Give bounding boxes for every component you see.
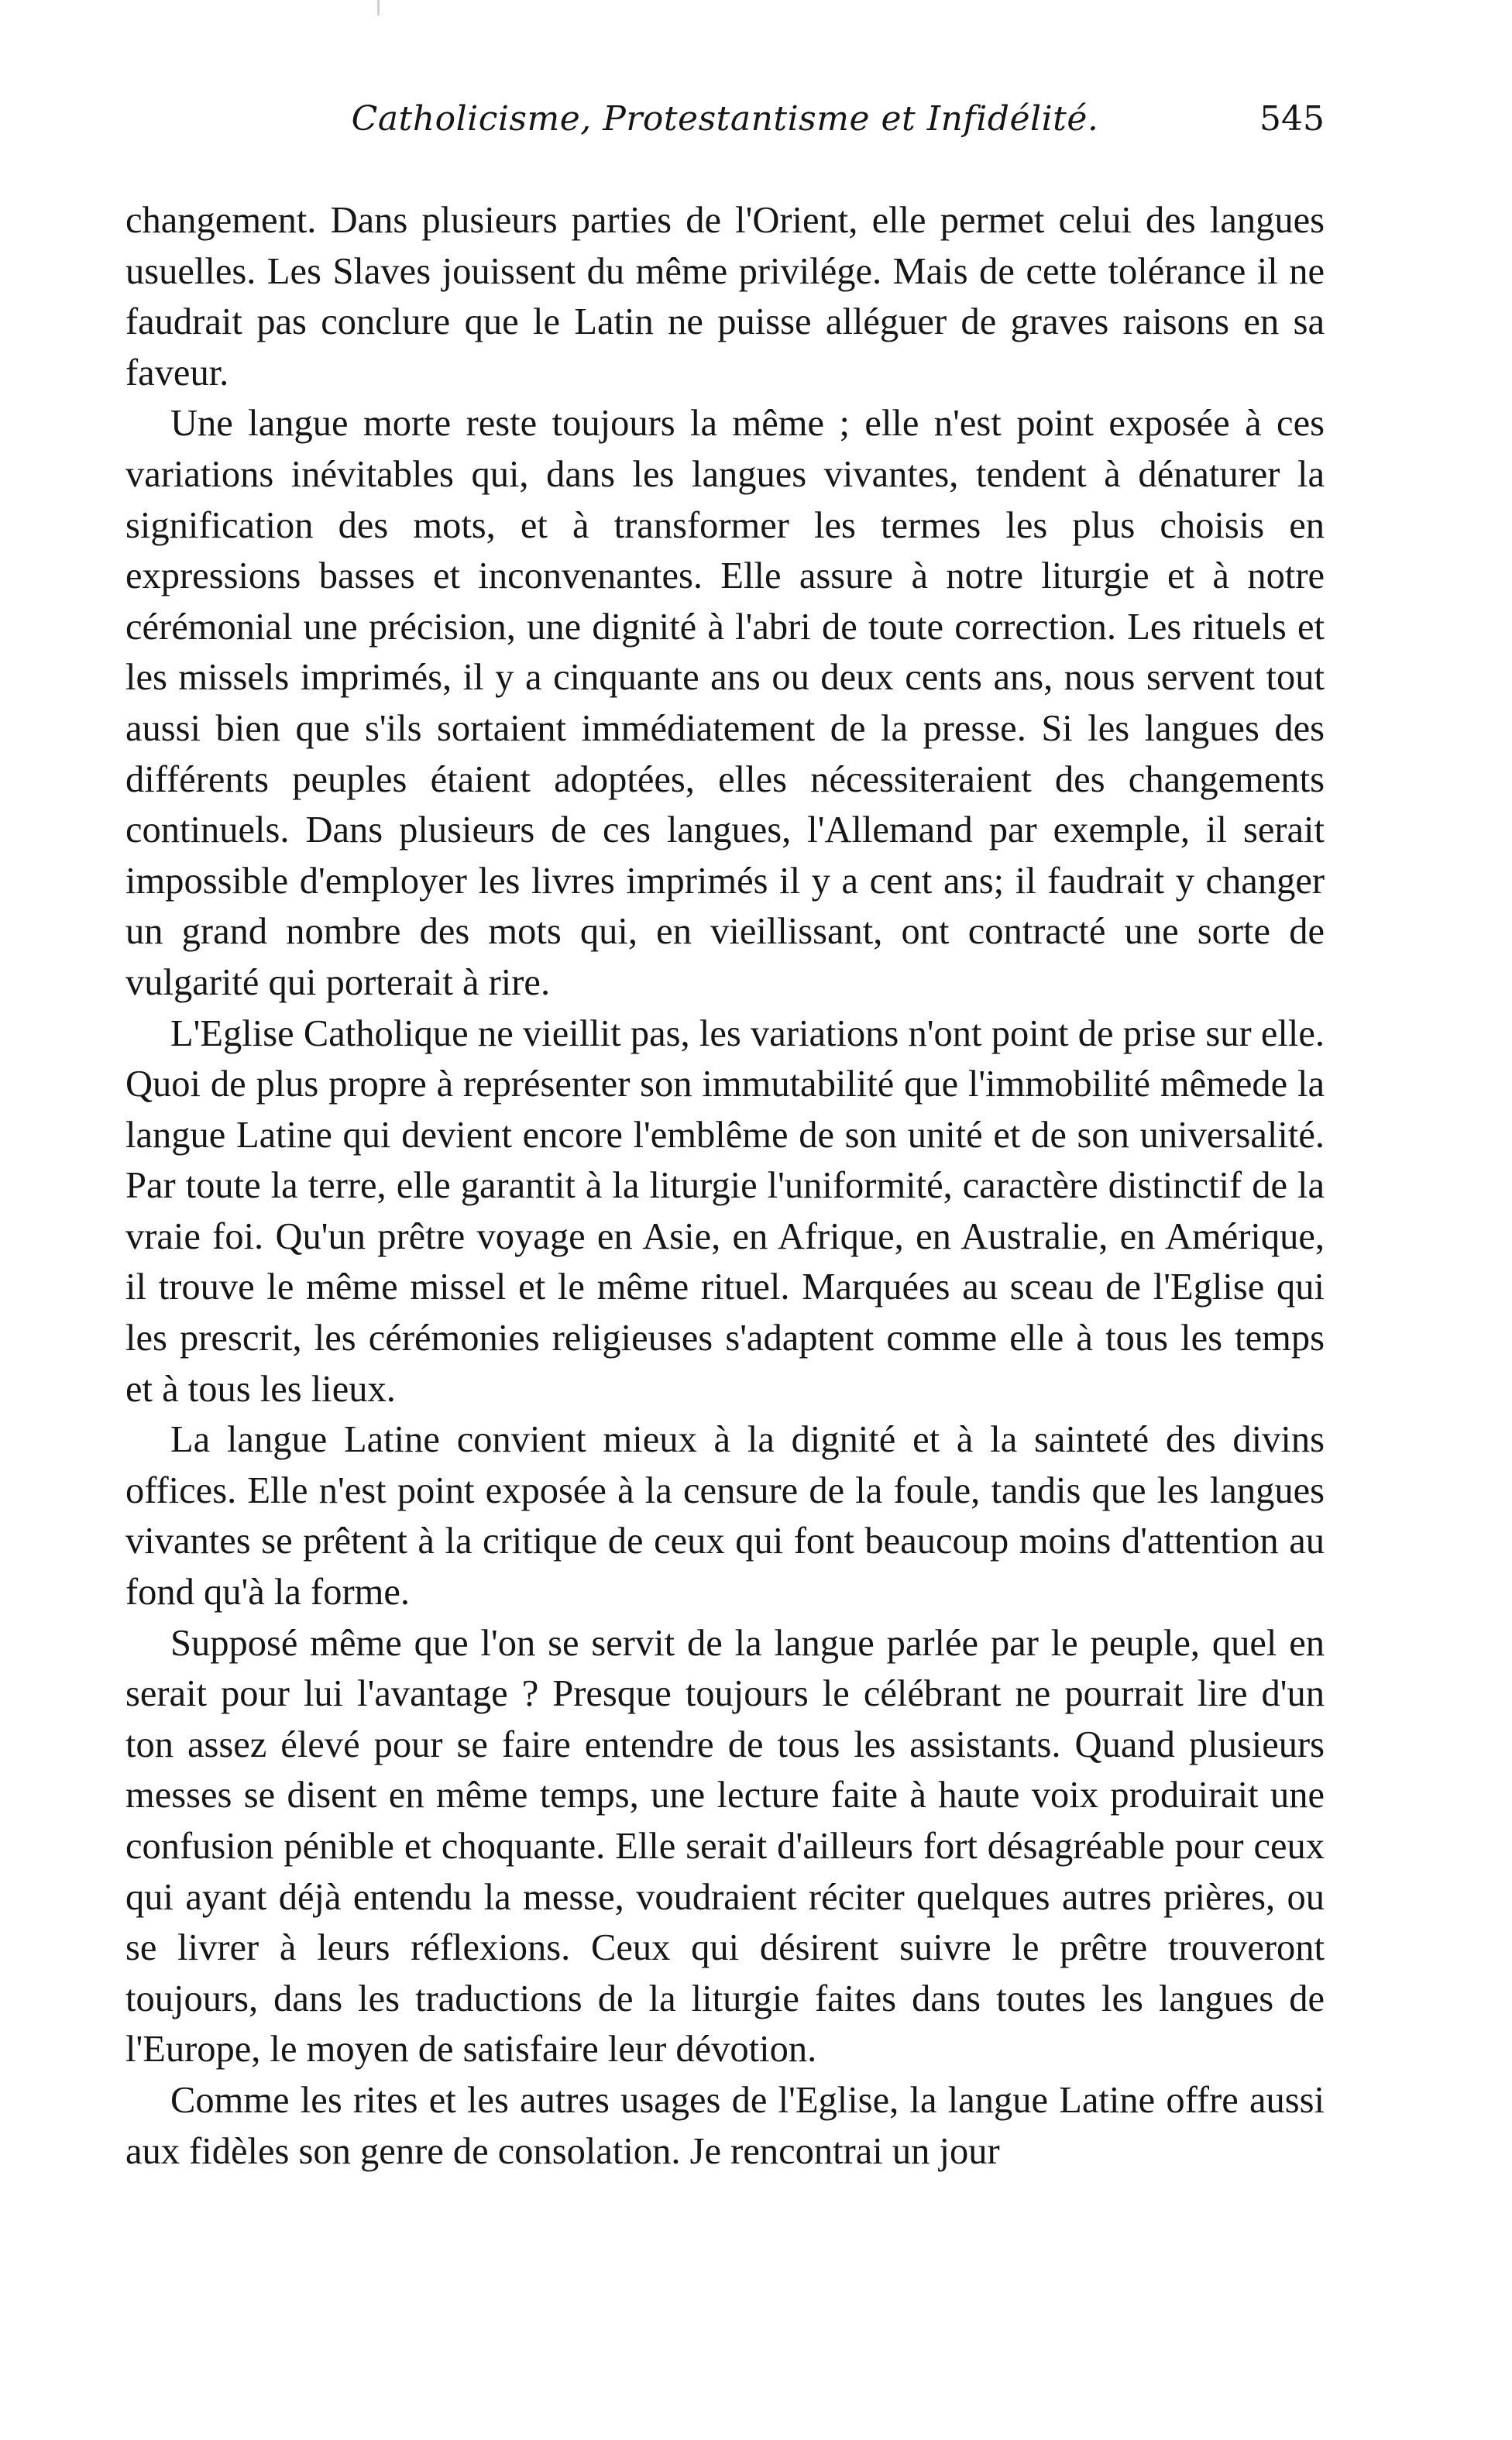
paragraph: Une langue morte reste toujours la même ; elle n'est point exposée à ces variations inévitables qui, dans les langues vivantes, tendent à dénaturer la signification des mots, et à transformer les termes les plus choisis en expressions basses et inconvenantes. Elle assure à notre liturgie et à notre cérémonial une précision, une dignité à l'abri de toute correction. Les rituels et les missels imprimés, il y a cinquante ans ou deux cents ans, nous servent tout aussi bien que s'ils sortaient immédiatement de la presse. Si les langues des différents peuples étaient adoptées, elles nécessiteraient des changements continuels. Dans plusieurs de ces langues, l'Allemand par exemple, il serait impossible d'employer les livres imprimés il y a cent ans; il faudrait y changer un grand nombre des mots qui, en vieillissant, ont contracté une sorte de vulgarité qui porterait à rire. (125, 403, 1325, 1003)
running-header (125, 99, 1325, 146)
page-number: 545 (1259, 99, 1325, 139)
paragraph: La langue Latine convient mieux à la dignité et à la sainteté des divins offices. Elle n'est point exposée à la censure de la foule, tandis que les langues vivantes se prêtent à la critique de ceux qui font beaucoup moins d'attention au fond qu'à la forme. (125, 1419, 1325, 1613)
paragraph: L'Eglise Catholique ne vieillit pas, les variations n'ont point de prise sur elle. Quoi de plus propre à représenter son immutabilité que l'immobilité mêmede la langue Latine qui devient encore l'emblême de son unité et de son universalité. Par toute la terre, elle garantit à la liturgie l'uniformité, caractère distinctif de la vraie foi. Qu'un prêtre voyage en Asie, en Afrique, en Australie, en Amérique, il trouve le même missel et le même rituel. Marquées au sceau de l'Eglise qui les prescrit, les cérémonies religieuses s'adaptent comme elle à tous les temps et à tous les lieux. (125, 1012, 1325, 1410)
paragraph: Comme les rites et les autres usages de l'Eglise, la langue Latine offre aussi aux fidèles son genre de consolation. Je rencontrai un jour (125, 2079, 1325, 2172)
paragraph: Supposé même que l'on se servit de la langue parlée par le peuple, quel en serait pour lui l'avantage ? Presque toujours le célébrant ne pourrait lire d'un ton assez élevé pour se faire entendre de tous les assistants. Quand plusieurs messes se disent en même temps, une lecture faite à haute voix produirait une confusion pénible et choquante. Elle serait d'ailleurs fort désagréable pour ceux qui ayant déjà entendu la messe, voudraient réciter quelques autres prières, ou se livrer à leurs réflexions. Ceux qui désirent suivre le prêtre trouveront toujours, dans les traductions de la liturgie faites dans toutes les langues de l'Europe, le moyen de satisfaire leur dévotion. (125, 1622, 1325, 2071)
page-speck (377, 0, 380, 15)
paragraph-continuation: changement. Dans plusieurs parties de l'Orient, elle permet celui des langues usuelles. Les Slaves jouissent du même privilége. Mais de cette tolérance il ne faudrait pas conclure que le Latin ne puisse alléguer de graves raisons en sa faveur. (125, 200, 1325, 393)
running-title: Catholicisme, Protestantisme et Infidélité. (351, 99, 1099, 139)
body-text (125, 195, 1325, 2177)
